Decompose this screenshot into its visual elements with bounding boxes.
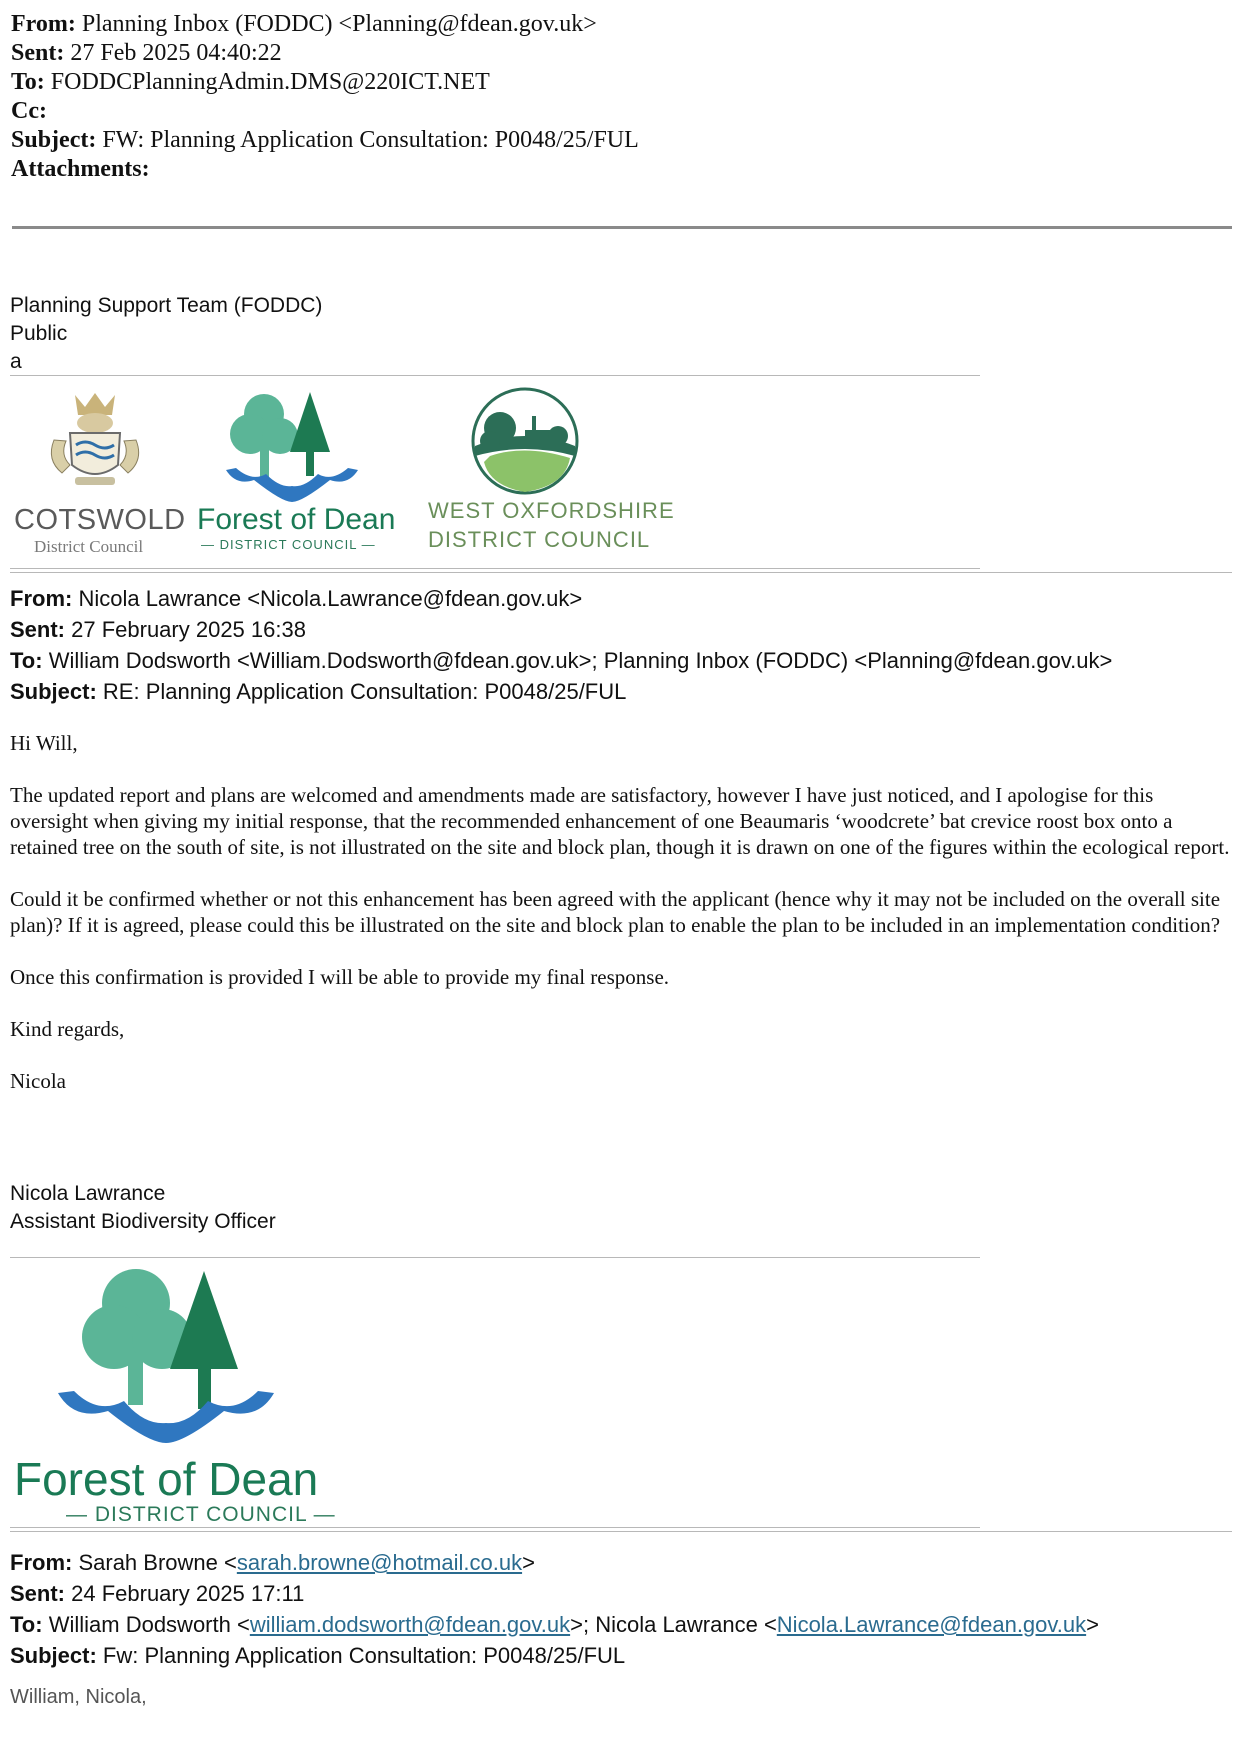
forest-of-dean-logo-subtitle: — DISTRICT COUNCIL —	[201, 537, 376, 552]
team-note: a	[10, 350, 22, 373]
west-oxfordshire-emblem-icon	[470, 386, 580, 496]
header-from: From: Planning Inbox (FODDC) <Planning@fdean.gov.uk>	[11, 11, 597, 37]
signature-divider	[10, 1257, 980, 1258]
message3-divider	[10, 1531, 1232, 1532]
body-signoff: Nicola	[10, 1069, 66, 1093]
cotswold-crest-icon	[40, 385, 150, 495]
logo-divider-bottom	[10, 568, 980, 569]
logo-divider-top	[10, 375, 980, 376]
header-subject: Subject: FW: Planning Application Consultation: P0048/25/FUL	[11, 127, 639, 153]
forest-of-dean-logo-name: Forest of Dean	[197, 503, 396, 536]
header-cc: Cc:	[11, 98, 47, 124]
message-divider	[10, 572, 1232, 573]
forest-of-dean-large-tree-icon	[56, 1265, 276, 1445]
header-sent: Sent: 27 Feb 2025 04:40:22	[11, 40, 282, 66]
message2-from: Nicola Lawrance <Nicola.Lawrance@fdean.gov.uk>	[78, 586, 583, 611]
signature-block	[10, 1180, 276, 1236]
signature-name: Nicola Lawrance	[10, 1182, 166, 1205]
team-name: Planning Support Team (FODDC)	[10, 294, 323, 317]
message-body	[10, 730, 1230, 1120]
recipient-email-link-2[interactable]: Nicola.Lawrance@fdean.gov.uk	[776, 1612, 1087, 1637]
logo2-divider	[10, 1527, 980, 1528]
forest-of-dean-large-logo-name: Forest of Dean	[14, 1453, 319, 1505]
message3-header	[10, 1547, 1099, 1671]
cotswold-logo-subtitle: District Council	[34, 537, 144, 556]
body-paragraph-3: Once this confirmation is provided I will be able to provide my final response.	[10, 965, 670, 989]
message3-subject: Subject: Fw: Planning Application Consultation: P0048/25/FUL	[10, 1643, 626, 1668]
recipient-email-link-1[interactable]: william.dodsworth@fdean.gov.uk	[249, 1612, 571, 1637]
header-attachments: Attachments:	[11, 156, 150, 182]
cotswold-logo-name: COTSWOLD	[14, 504, 186, 536]
message3-sent: Sent: 24 February 2025 17:11	[10, 1581, 305, 1606]
message2-sent: 27 February 2025 16:38	[71, 617, 306, 642]
signature-title: Assistant Biodiversity Officer	[10, 1210, 276, 1233]
body-regards: Kind regards,	[10, 1017, 125, 1041]
message3-to: To: William Dodsworth <william.dodsworth@fdean.gov.uk>; Nicola Lawrance <Nicola.Lawrance@fdean.gov.uk>	[10, 1612, 1099, 1637]
message3-from: From: Sarah Browne <sarah.browne@hotmail.co.uk>	[10, 1550, 535, 1575]
message2-subject: RE: Planning Application Consultation: P0048/25/FUL	[102, 679, 627, 704]
header-to: To: FODDCPlanningAdmin.DMS@220ICT.NET	[11, 69, 490, 95]
email-header	[11, 10, 639, 184]
team-block	[10, 292, 322, 376]
west-oxfordshire-logo-line2: DISTRICT COUNCIL	[428, 527, 651, 552]
body-greeting: Hi Will,	[10, 731, 78, 755]
forest-of-dean-large-logo-subtitle: — DISTRICT COUNCIL —	[66, 1503, 336, 1526]
body-paragraph-1: The updated report and plans are welcomed and amendments made are satisfactory, however I have just noticed, and I apologise for this oversight when giving my initial response, that the recommended enhancement of one Beaumaris ‘woodcrete’ bat crevice roost box onto a retained tree on the south of site, is not illustrated on the site and block plan, though it is drawn on one of the figures within the ecological report.	[10, 783, 1230, 859]
message3-greeting: William, Nicola,	[10, 1686, 147, 1708]
header-divider	[12, 226, 1232, 229]
message2-to: William Dodsworth <William.Dodsworth@fdean.gov.uk>; Planning Inbox (FODDC) <Planning@fdean.gov.uk>	[48, 648, 1113, 673]
body-paragraph-2: Could it be confirmed whether or not this enhancement has been agreed with the applicant (hence why it may not be included on the overall site plan)? If it is agreed, please could this be illustrated on the site and block plan to enable the plan to be included in an implementation condition?	[10, 887, 1221, 937]
forest-of-dean-tree-icon	[222, 390, 362, 502]
west-oxfordshire-logo-line1: WEST OXFORDSHIRE	[428, 498, 675, 523]
team-classification: Public	[10, 322, 68, 345]
message2-header: From: Nicola Lawrance <Nicola.Lawrance@fdean.gov.uk> Sent: 27 February 2025 16:38 To: William Dodsworth <William.Dodsworth@fdean.gov.uk>; Planning Inbox (FODDC) <Planning@fdean.gov.uk> Subject: RE: Planning Application Consultation: P0048/25/FUL	[10, 586, 1113, 704]
sender-email-link[interactable]: sarah.browne@hotmail.co.uk	[236, 1550, 523, 1575]
